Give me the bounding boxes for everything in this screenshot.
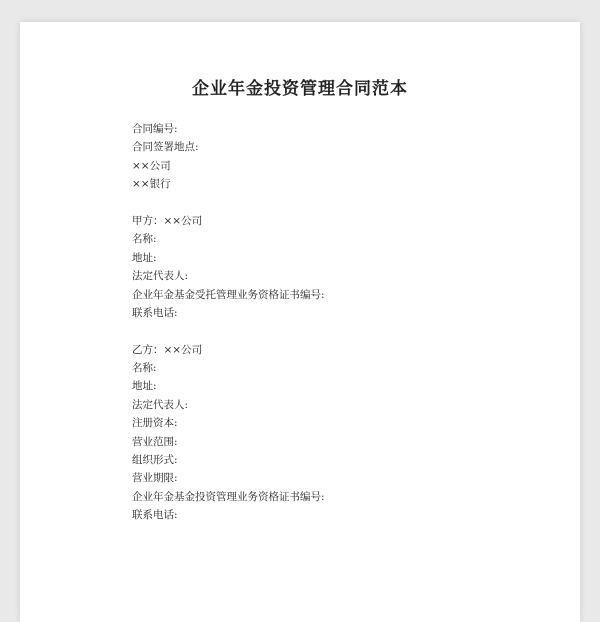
party-a-heading: 甲方：××公司 — [132, 214, 203, 227]
party-a-name-line: 名称: — [132, 233, 157, 246]
document-title: 企业年金投资管理合同范本 — [192, 79, 408, 99]
signing-location-line: 合同签署地点: — [132, 141, 199, 154]
party-b-capital-line: 注册资本: — [132, 417, 178, 430]
party-b-heading: 乙方：××公司 — [132, 343, 203, 356]
party-a-license-line: 企业年金基金受托管理业务资格证书编号: — [132, 288, 325, 301]
party-b-legal-rep-line: 法定代表人: — [132, 398, 189, 411]
contract-number-line: 合同编号: — [132, 123, 178, 135]
party-b-business-scope-line: 营业范围: — [132, 435, 178, 448]
party-b-name-line: 名称: — [132, 362, 157, 375]
party-a-address-line: 地址: — [132, 251, 157, 264]
party-b-address-line: 地址: — [132, 380, 157, 393]
bank-line: ××银行 — [132, 178, 171, 191]
party-b-license-line: 企业年金基金投资管理业务资格证书编号: — [132, 490, 325, 503]
blank-line — [132, 194, 325, 212]
document-page — [20, 22, 580, 622]
blank-line — [132, 322, 325, 340]
party-b-org-form-line: 组织形式: — [132, 454, 178, 467]
party-a-phone-line: 联系电话: — [132, 306, 178, 319]
party-a-legal-rep-line: 法定代表人: — [132, 270, 189, 283]
company-line: ××公司 — [132, 159, 171, 172]
party-b-business-term-line: 营业期限: — [132, 472, 178, 485]
party-b-phone-line: 联系电话: — [132, 509, 178, 522]
contract-fields — [132, 120, 325, 525]
